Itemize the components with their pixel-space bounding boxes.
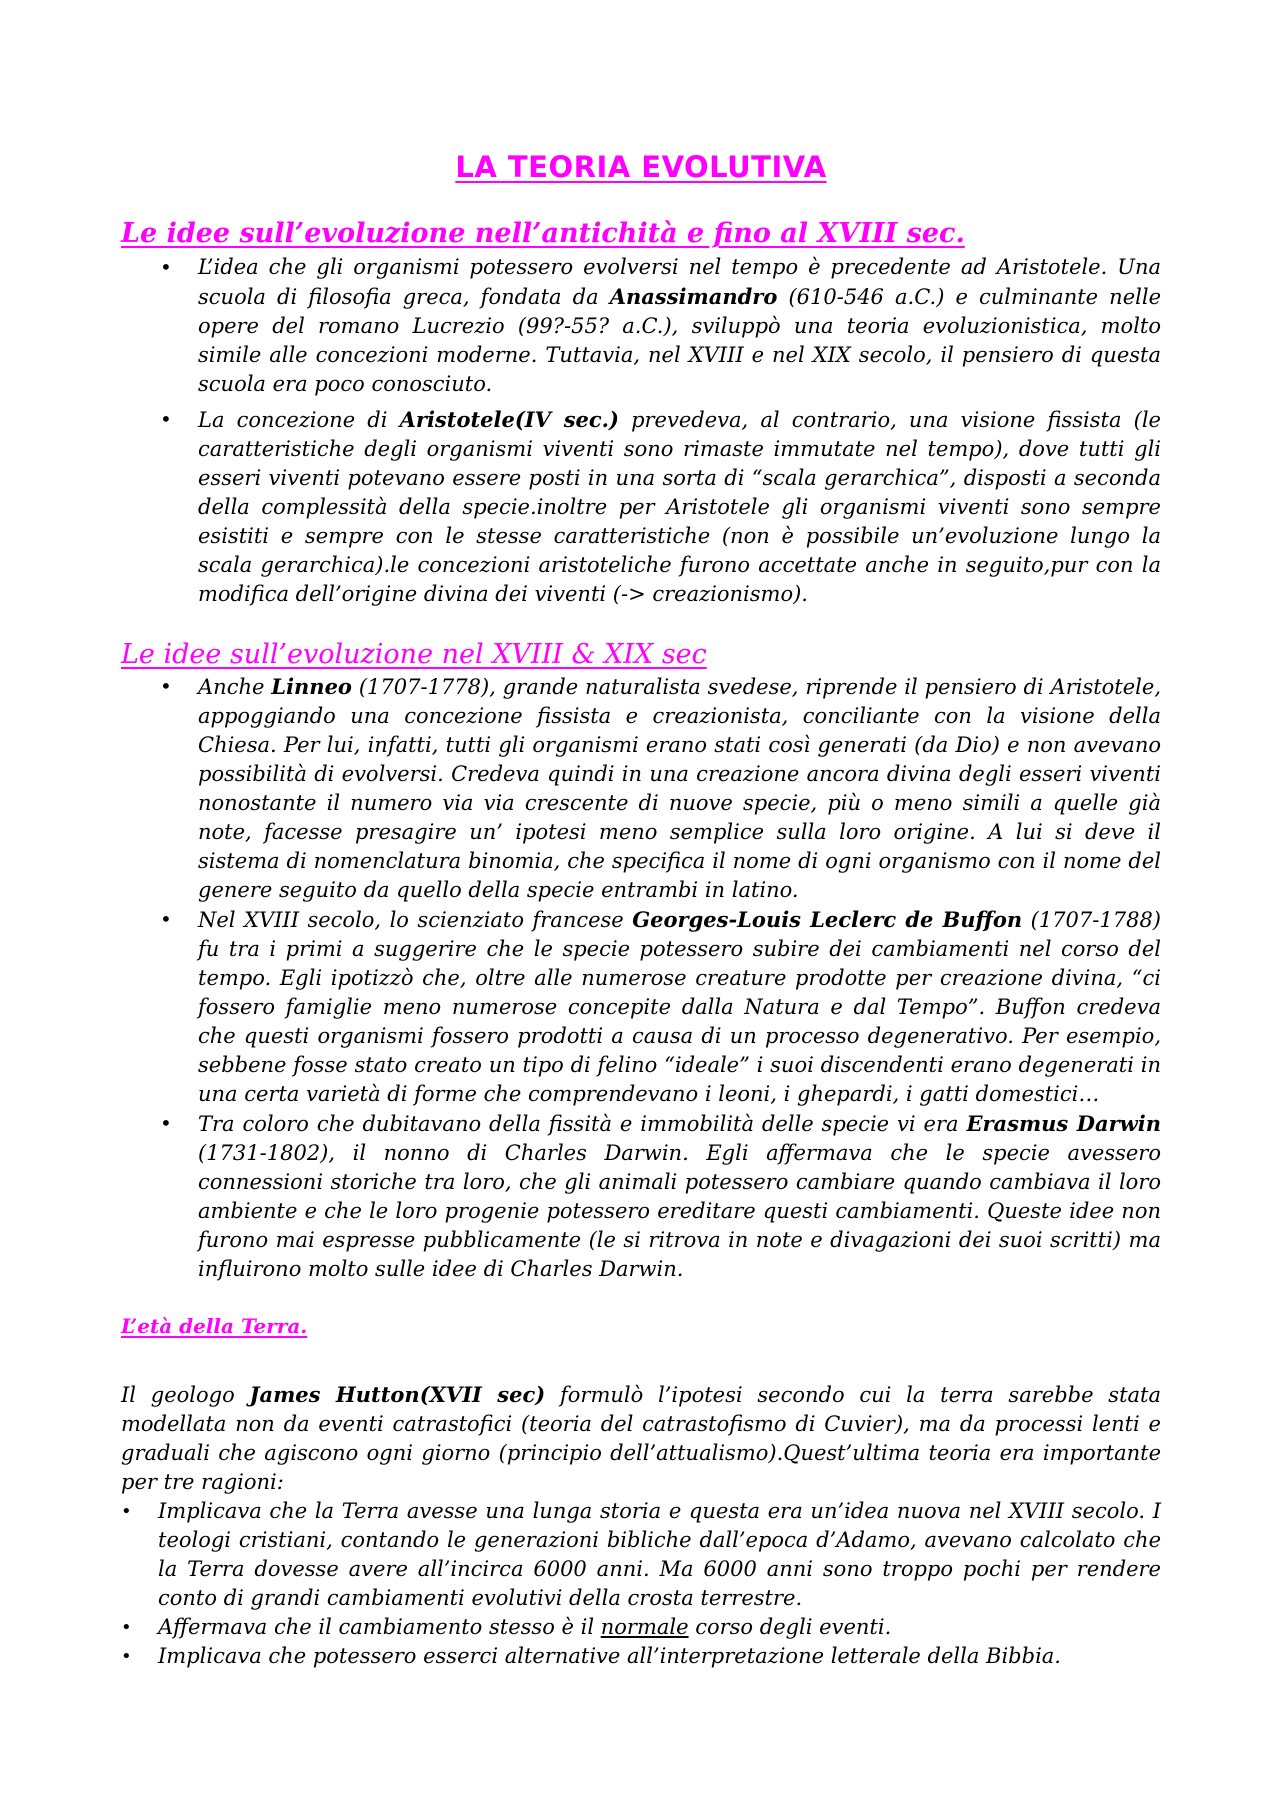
list-item: • Affermava che il cambiamento stesso è il normale corso degli eventi. xyxy=(121,1613,1161,1642)
list-item: • Anche Linneo (1707-1778), grande naturalista svedese, riprende il pensiero di Aristotele, appoggiando una concezione fissista e creazionista, conciliante con la visione della Chiesa. Per lui, infatti, tutti gli organismi erano stati così generati (da Dio) e non avevano possibilità di evolversi. Credeva quindi in una creazione ancora divina degli esseri viventi nonostante il numero via via crescente di nuove specie, più o meno simili a quelle già note, facesse presagire un’ ipotesi meno semplice sulla loro origine. A lui si deve il sistema di nomenclatura binomia, che specifica il nome di ogni organismo con il nome del genere seguito da quello della specie entrambi in latino. xyxy=(160,674,1161,902)
bullet-icon: • xyxy=(160,255,172,279)
list-item: • Nel XVIII secolo, lo scienziato francese Georges-Louis Leclerc de Buffon (1707-1788) fu tra i primi a suggerire che le specie potessero subire dei cambiamenti nel corso del tempo. Egli ipotizzò che, oltre alle numerose creature prodotte per creazione divina, “ci fossero famiglie meno numerose concepite dalla Natura e dal Tempo”. Buffon credeva che questi organismi fossero prodotti a causa di un processo degenerativo. Per esempio, sebbene fosse stato creato un tipo di felino “ideale” i suoi discendenti erano degenerati in una certa varietà di forme che comprendevano i leoni, i ghepardi, i gatti domestici… xyxy=(160,907,1161,1106)
section-heading-earth-age: L’età della Terra. xyxy=(121,1314,308,1338)
list-item: • L’idea che gli organismi potessero evolversi nel tempo è precedente ad Aristotele. Una scuola di filosofia greca, fondata da Anassimandro (610-546 a.C.) e culminante nelle opere del romano Lucrezio (99?-55? a.C.), sviluppò una teoria evoluzionistica, molto simile alle concezioni moderne. Tuttavia, nel XVIII e nel XIX secolo, il pensiero di questa scuola era poco conosciuto. xyxy=(160,255,1161,396)
hutton-reasons-list xyxy=(121,1497,1161,1671)
list-item: • La concezione di Aristotele(IV sec.) prevedeva, al contrario, una visione fissista (le caratteristiche degli organismi viventi sono rimaste immutate nel tempo), dove tutti gli esseri viventi potevano essere posti in una sorta di “scala gerarchica”, disposti a seconda della complessità della specie.inoltre per Aristotele gli organismi viventi sono sempre esistiti e sempre con le stesse caratteristiche (non è possibile un’evoluzione lungo la scala gerarchica).le concezioni aristoteliche furono accettate anche in seguito,pur con la modifica dell’origine divina dei viventi (-> creazionismo). xyxy=(160,407,1161,606)
bullet-icon: • xyxy=(160,1111,172,1135)
document-page xyxy=(121,150,1161,1671)
list-item: • Tra coloro che dubitavano della fissità e immobilità delle specie vi era Erasmus Darwin (1731-1802), il nonno di Charles Darwin. Egli affermava che le specie avessero connessioni storiche tra loro, che gli animali potessero cambiare quando cambiava il loro ambiente e che le loro progenie potessero ereditare questi cambiamenti. Queste idee non furono mai espresse pubblicamente (le si ritrova in note e divagazioni dei suoi scritti) ma influirono molto sulle idee di Charles Darwin. xyxy=(160,1111,1162,1281)
page-title: LA TEORIA EVOLUTIVA xyxy=(455,150,827,184)
name-buffon: Georges-Louis Leclerc de Buffon xyxy=(632,907,1023,932)
bullet-icon: • xyxy=(121,1617,132,1638)
bullet-icon: • xyxy=(121,1646,132,1667)
bullet-icon: • xyxy=(160,907,172,931)
name-aristotele: Aristotele(IV sec.) xyxy=(399,407,619,432)
name-james-hutton: James Hutton(XVII sec) xyxy=(249,1382,546,1407)
bullet-icon: • xyxy=(121,1501,132,1522)
list-item: • Implicava che la Terra avesse una lunga storia e questa era un’idea nuova nel XVIII secolo. I teologi cristiani, contando le generazioni bibliche dall’epoca d’Adamo, avevano calcolato che la Terra dovesse avere all’incirca 6000 anni. Ma 6000 anni sono troppo pochi per rendere conto di grandi cambiamenti evolutivi della crosta terrestre. xyxy=(121,1499,1161,1610)
underlined-word: normale xyxy=(600,1615,689,1639)
hutton-paragraph: Il geologo James Hutton(XVII sec) formulò l’ipotesi secondo cui la terra sarebbe stata modellata non da eventi catrastofici (teoria del catrastofismo di Cuvier), ma da processi lenti e graduali che agiscono ogni giorno (principio dell’attualismo).Quest’ultima teoria era importante per tre ragioni: xyxy=(121,1382,1161,1494)
name-anassimandro: Anassimandro xyxy=(609,284,778,309)
list-item: • Implicava che potessero esserci alternative all’interpretazione letterale della Bibbia. xyxy=(121,1642,1161,1671)
bullet-icon: • xyxy=(160,674,172,698)
name-erasmus-darwin: Erasmus Darwin xyxy=(966,1111,1162,1136)
name-linneo: Linneo xyxy=(271,674,352,699)
antiquity-list xyxy=(121,253,1161,609)
section-heading-18-19-century: Le idee sull’evoluzione nel XVIII & XIX sec xyxy=(121,639,707,670)
section-heading-antiquity: Le idee sull’evoluzione nell’antichità e fino al XVIII sec. xyxy=(121,218,965,249)
bullet-icon: • xyxy=(160,407,172,431)
century-list xyxy=(121,672,1161,1284)
